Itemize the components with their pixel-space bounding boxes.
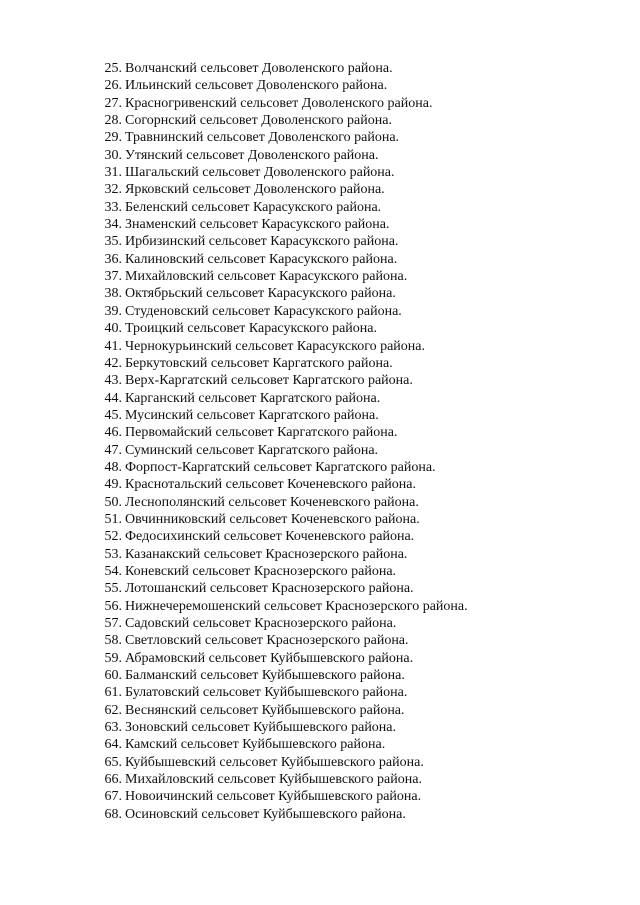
list-item-text: Садовский сельсовет Краснозерского района. (125, 616, 397, 631)
list-item-text: Ярковский сельсовет Доволенского района. (125, 182, 385, 198)
list-item-number: 27. (104, 95, 122, 111)
list-item-number: 31. (104, 165, 122, 181)
list-item-number: 65. (104, 754, 122, 770)
list-item-text: Веснянский сельсовет Куйбышевского района. (125, 702, 405, 718)
list-item-text: Волчанский сельсовет Доволенского района. (125, 61, 393, 76)
list-item (100, 338, 468, 355)
list-item-text: Михайловский сельсовет Карасукского района. (125, 269, 408, 285)
list-item (100, 736, 468, 753)
list-item-number: 41. (104, 338, 122, 354)
list-item (100, 320, 468, 337)
list-item-number: 36. (104, 251, 122, 267)
list-item-number: 28. (104, 113, 122, 129)
list-item-text: Ильинский сельсовет Доволенского района. (125, 78, 388, 94)
list-item-number: 54. (104, 563, 122, 579)
list-item (100, 442, 468, 459)
list-item-number: 39. (104, 303, 122, 319)
list-item-number: 49. (104, 477, 122, 493)
list-item-text: Суминский сельсовет Каргатского района. (125, 442, 379, 458)
list-item-text: Согорнский сельсовет Доволенского района. (125, 113, 392, 129)
list-item-number: 64. (104, 737, 122, 753)
list-item (100, 615, 468, 632)
list-item-text: Красногривенский сельсовет Доволенского района. (125, 95, 433, 111)
list-item-number: 46. (104, 425, 122, 441)
list-item-text: Светловский сельсовет Краснозерского района. (125, 633, 409, 649)
list-item (100, 424, 468, 441)
list-item (100, 580, 468, 597)
list-item-text: Утянский сельсовет Доволенского района. (125, 147, 379, 163)
list-item-text: Камский сельсовет Куйбышевского района. (125, 737, 386, 753)
list-item (100, 181, 468, 198)
list-item (100, 806, 468, 823)
list-item-number: 43. (104, 373, 122, 389)
list-item (100, 60, 468, 77)
list-item (100, 546, 468, 563)
list-item (100, 268, 468, 285)
list-item-text: Балманский сельсовет Куйбышевского района. (125, 668, 405, 684)
list-item-number: 52. (104, 529, 122, 545)
list-item (100, 303, 468, 320)
list-item-text: Коневский сельсовет Краснозерского района. (125, 563, 397, 579)
list-item (100, 164, 468, 181)
list-item-text: Новоичинский сельсовет Куйбышевского района. (125, 789, 422, 805)
list-item (100, 494, 468, 511)
list-item-text: Калиновский сельсовет Карасукского района. (125, 251, 398, 267)
list-item-number: 42. (104, 355, 122, 371)
list-item (100, 476, 468, 493)
list-item (100, 129, 468, 146)
list-item-text: Лотошанский сельсовет Краснозерского района. (125, 581, 414, 597)
list-item-text: Чернокурьинский сельсовет Карасукского района. (125, 338, 425, 354)
list-item-number: 44. (104, 390, 122, 406)
list-item-number: 26. (104, 78, 122, 94)
list-item-number: 59. (104, 650, 122, 666)
list-item (100, 147, 468, 164)
list-item (100, 459, 468, 476)
list-item-text: Абрамовский сельсовет Куйбышевского района. (125, 650, 414, 666)
list-item-number: 56. (104, 598, 122, 614)
list-item-text: Зоновский сельсовет Куйбышевского района. (125, 720, 397, 736)
list-item (100, 407, 468, 424)
list-item (100, 650, 468, 667)
list-item (100, 95, 468, 112)
list-item-text: Булатовский сельсовет Куйбышевского района. (125, 685, 408, 701)
list-item-number: 51. (104, 511, 122, 527)
list-item-text: Верх-Каргатский сельсовет Каргатского района. (125, 373, 413, 389)
list-item (100, 251, 468, 268)
list-item-number: 50. (104, 494, 122, 510)
list-item-text: Шагальский сельсовет Доволенского района. (125, 165, 395, 181)
list-item-number: 63. (104, 720, 122, 736)
list-item (100, 771, 468, 788)
list-item-text: Знаменский сельсовет Карасукского района. (125, 217, 390, 233)
list-item-text: Краснотальский сельсовет Коченевского района. (125, 477, 416, 493)
list-item-text: Карганский сельсовет Каргатского района. (125, 390, 381, 406)
list-item-number: 55. (104, 581, 122, 597)
list-item-text: Первомайский сельсовет Каргатского района. (125, 425, 398, 441)
list-item-text: Куйбышевский сельсовет Куйбышевского района. (125, 754, 424, 770)
list-item-text: Беленский сельсовет Карасукского района. (125, 199, 382, 215)
list-item-number: 58. (104, 633, 122, 649)
list-item-number: 32. (104, 182, 122, 198)
list-item-text: Мусинский сельсовет Каргатского района. (125, 407, 379, 423)
list-item-number: 38. (104, 286, 122, 302)
list-item (100, 199, 468, 216)
list-item (100, 754, 468, 771)
list-item (100, 77, 468, 94)
list-item-number: 37. (104, 269, 122, 285)
list-item-number: 25. (104, 61, 122, 76)
list-item-text: Леснополянский сельсовет Коченевского района. (125, 494, 419, 510)
list-item-text: Овчинниковский сельсовет Коченевского района. (125, 511, 420, 527)
list-item-text: Михайловский сельсовет Куйбышевского района. (125, 772, 422, 788)
list-item-number: 47. (104, 442, 122, 458)
list-item-number: 62. (104, 702, 122, 718)
list-item-text: Троицкий сельсовет Карасукского района. (125, 321, 378, 337)
list-item (100, 719, 468, 736)
list-item-text: Беркутовский сельсовет Каргатского района. (125, 355, 393, 371)
list-item-number: 48. (104, 459, 122, 475)
list-item-text: Октябрьский сельсовет Карасукского района. (125, 286, 396, 302)
list-item-text: Ирбизинский сельсовет Карасукского района. (125, 234, 399, 250)
list-item-number: 40. (104, 321, 122, 337)
list-item (100, 112, 468, 129)
list-item (100, 233, 468, 250)
list-item (100, 216, 468, 233)
list-item-number: 68. (104, 806, 122, 822)
list-item-number: 33. (104, 199, 122, 215)
list-item (100, 372, 468, 389)
list-item-number: 60. (104, 668, 122, 684)
list-item-number: 29. (104, 130, 122, 146)
list-item (100, 598, 468, 615)
list-item (100, 684, 468, 701)
list-item-number: 57. (104, 616, 122, 631)
list-item-number: 34. (104, 217, 122, 233)
list-item-text: Нижнечеремошенский сельсовет Краснозерского района. (125, 598, 468, 614)
list-item (100, 702, 468, 719)
list-item-number: 53. (104, 546, 122, 562)
list-item (100, 563, 468, 580)
list-item-number: 35. (104, 234, 122, 250)
list-item-text: Федосихинский сельсовет Коченевского района. (125, 529, 415, 545)
list-item-number: 61. (104, 685, 122, 701)
list-item-number: 45. (104, 407, 122, 423)
list-item (100, 285, 468, 302)
list-item-number: 67. (104, 789, 122, 805)
list-item-number: 66. (104, 772, 122, 788)
list-item-text: Осиновский сельсовет Куйбышевского района. (125, 806, 406, 822)
list-item-number: 30. (104, 147, 122, 163)
list-item (100, 511, 468, 528)
list-item-text: Форпост-Каргатский сельсовет Каргатского района. (125, 459, 436, 475)
list-item-text: Студеновский сельсовет Карасукского района. (125, 303, 402, 319)
list-item (100, 667, 468, 684)
settlement-list (100, 60, 468, 823)
list-item (100, 390, 468, 407)
list-item-text: Травнинский сельсовет Доволенского района. (125, 130, 400, 146)
list-item (100, 788, 468, 805)
list-item (100, 355, 468, 372)
list-item (100, 632, 468, 649)
list-item (100, 528, 468, 545)
list-item-text: Казанакский сельсовет Краснозерского района. (125, 546, 408, 562)
